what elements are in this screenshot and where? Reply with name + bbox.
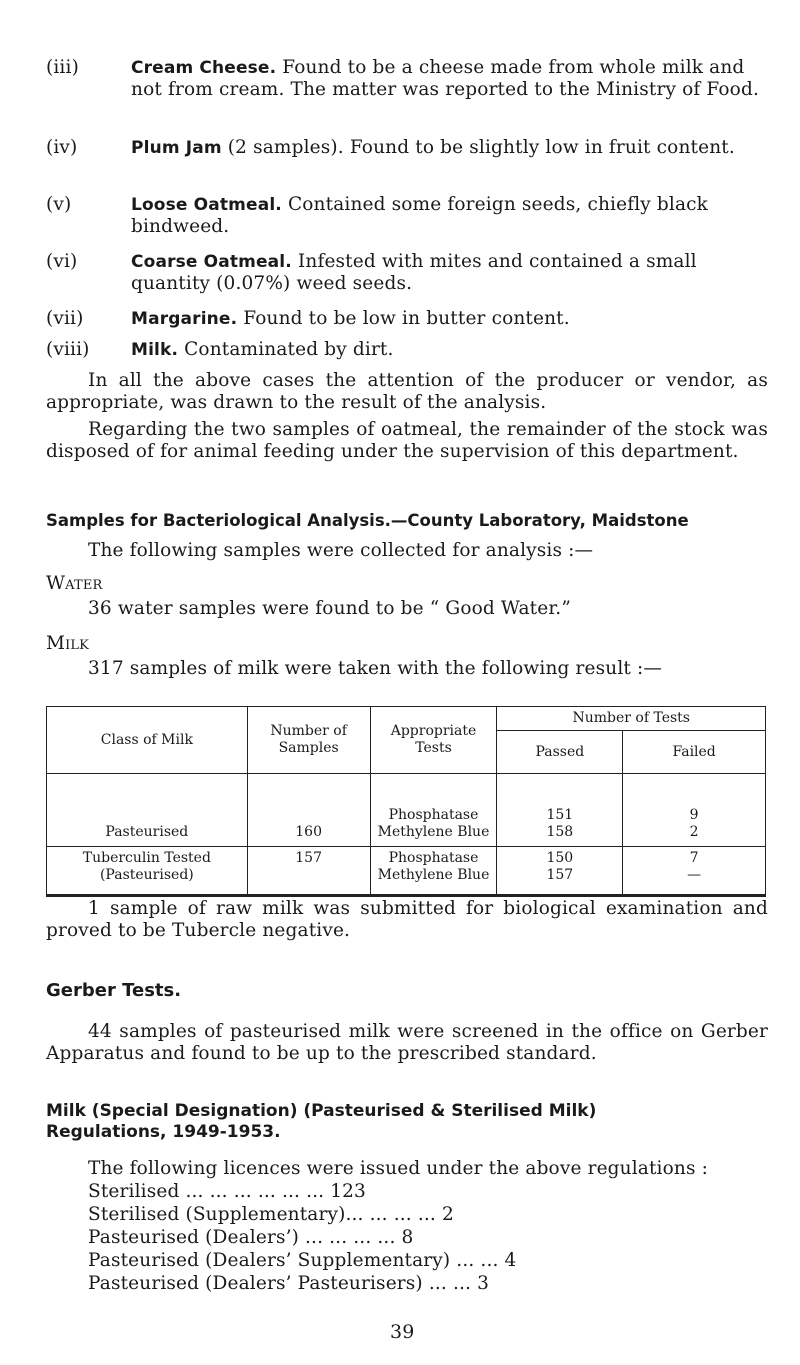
item-milk [40, 339, 760, 361]
header-failed: Failed [623, 731, 766, 774]
subheading-milk: Milk [46, 633, 90, 654]
cell-line: 2 [689, 824, 699, 840]
item-text: Found to be low in butter content. [243, 308, 570, 329]
item-title: Milk. [131, 340, 179, 360]
item-cream-cheese [40, 57, 760, 123]
paragraph-water: 36 water samples were found to be “ Good Water.” [88, 598, 571, 619]
licence-line: Pasteurised (Dealers’) ... ... ... ... 8 [88, 1227, 414, 1248]
item-text: Infested with mites and contained a small quantity (0.07%) weed seeds. [131, 251, 697, 294]
item-number: (viii) [46, 339, 90, 360]
licence-line: Sterilised ... ... ... ... ... ... 123 [88, 1181, 366, 1202]
cell-line: 157 [546, 867, 574, 883]
cell-line: 151 [546, 807, 574, 823]
cell-line: 9 [689, 807, 699, 823]
header-class-of-milk: Class of Milk [47, 707, 248, 774]
licence-line: Pasteurised (Dealers’ Supplementary) ... ... 4 [88, 1250, 517, 1271]
item-title: Margarine. [131, 309, 238, 329]
cell-passed [497, 847, 623, 896]
cell-failed [623, 774, 766, 847]
heading-line: Milk (Special Designation) (Pasteurised & Sterilised Milk) [46, 1101, 597, 1121]
item-text: (2 samples). Found to be slightly low in fruit content. [227, 137, 735, 158]
cell-line: — [687, 867, 702, 883]
item-number: (vii) [46, 308, 84, 329]
heading-line: Regulations, 1949-1953. [46, 1122, 281, 1142]
item-title: Loose Oatmeal. [131, 195, 282, 215]
cell-tests [370, 774, 497, 847]
item-title: Cream Cheese. [131, 58, 277, 78]
item-loose-oatmeal [40, 194, 760, 238]
cell-line: Methylene Blue [377, 867, 490, 883]
item-number: (iv) [46, 137, 78, 158]
item-margarine [40, 308, 760, 330]
header-number-of-tests: Number of Tests [497, 707, 766, 731]
section-heading-gerber: Gerber Tests. [46, 980, 182, 1001]
section-heading-bacteriological: Samples for Bacteriological Analysis.—County Laboratory, Maidstone [46, 511, 689, 530]
paragraph-raw-milk: 1 sample of raw milk was submitted for biological examination and proved to be Tubercle negative. [46, 898, 768, 941]
section-heading-regulations [46, 1101, 596, 1143]
cell-failed [623, 847, 766, 896]
cell-line: 160 [295, 824, 322, 840]
item-text: Contained some foreign seeds, chiefly black bindweed. [131, 194, 708, 237]
cell-samples [247, 847, 370, 896]
item-number: (iii) [46, 57, 79, 78]
paragraph-oatmeal: Regarding the two samples of oatmeal, the remainder of the stock was disposed of for animal feeding under the supervision of this department. [46, 419, 768, 462]
item-text: Found to be a cheese made from whole milk and not from cream. The matter was reported to the Ministry of Food. [131, 57, 759, 100]
item-plum-jam [40, 137, 760, 181]
cell-line: 150 [546, 850, 574, 866]
cell-class [47, 774, 248, 847]
paragraph-regulations-intro: The following licences were issued under the above regulations : [88, 1158, 709, 1179]
header-appropriate-tests: Appropriate Tests [370, 707, 497, 774]
cell-line: Pasteurised [105, 824, 189, 840]
item-title: Coarse Oatmeal. [131, 252, 292, 272]
item-number: (vi) [46, 251, 78, 272]
paragraph-cases: In all the above cases the attention of the producer or vendor, as appropriate, was drawn to the result of the analysis. [46, 370, 768, 413]
header-passed: Passed [497, 731, 623, 774]
cell-line: Phosphatase [388, 850, 479, 866]
cell-tests [370, 847, 497, 896]
cell-class [47, 847, 248, 896]
table-row [47, 774, 766, 847]
cell-samples [247, 774, 370, 847]
cell-line: (Pasteurised) [99, 867, 194, 883]
item-title: Plum Jam [131, 138, 222, 158]
cell-line: 7 [689, 850, 699, 866]
cell-line: 158 [546, 824, 574, 840]
licence-line: Pasteurised (Dealers’ Pasteurisers) ... ... 3 [88, 1273, 489, 1294]
table-row [47, 847, 766, 896]
paragraph-milk: 317 samples of milk were taken with the following result :— [88, 658, 663, 679]
milk-results-table [46, 706, 766, 897]
item-coarse-oatmeal [40, 251, 760, 295]
paragraph-gerber: 44 samples of pasteurised milk were screened in the office on Gerber Apparatus and found to be up to the prescribed standard. [46, 1021, 768, 1064]
page-number: 39 [390, 1321, 415, 1343]
subheading-water: Water [46, 573, 103, 594]
cell-line: Phosphatase [388, 807, 479, 823]
paragraph-intro: The following samples were collected for analysis :— [88, 540, 594, 561]
item-text: Contaminated by dirt. [184, 339, 394, 360]
cell-line: Methylene Blue [377, 824, 490, 840]
cell-passed [497, 774, 623, 847]
header-number-of-samples: Number of Samples [247, 707, 370, 774]
licence-line: Sterilised (Supplementary)... ... ... ... 2 [88, 1204, 454, 1225]
item-number: (v) [46, 194, 72, 215]
cell-line: 157 [295, 850, 322, 866]
cell-line: Tuberculin Tested [82, 850, 211, 866]
